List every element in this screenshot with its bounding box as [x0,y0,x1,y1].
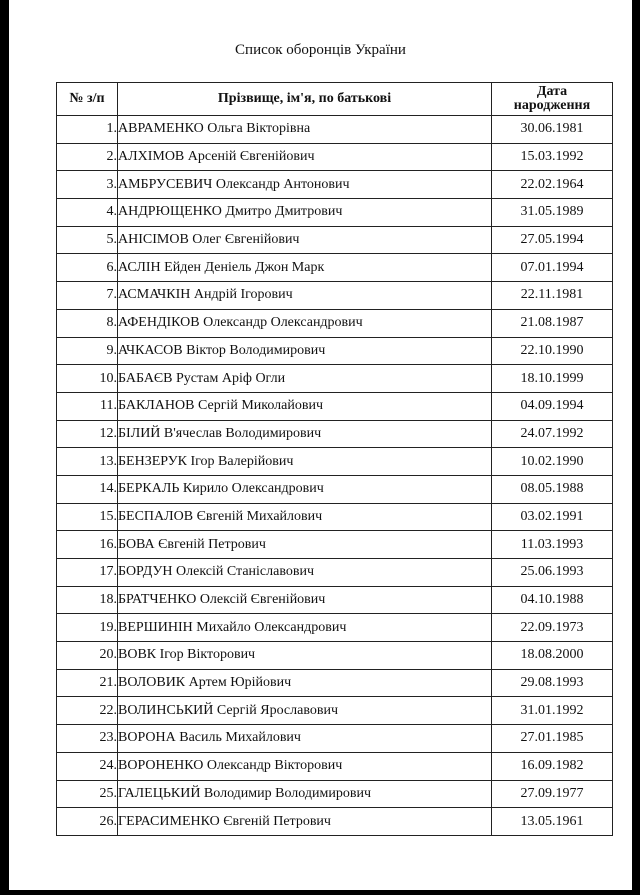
row-number: 15. [57,503,118,531]
row-number: 5. [57,226,118,254]
table-row [57,586,613,614]
header-number: № з/п [57,83,118,116]
row-number: 17. [57,559,118,587]
table-row [57,282,613,310]
document-title: Список оборонців України [235,42,406,58]
table-row [57,503,613,531]
row-birth-date: 24.07.1992 [492,420,613,448]
row-birth-date: 22.09.1973 [492,614,613,642]
table-row [57,116,613,144]
row-full-name: ГАЛЕЦЬКИЙ Володимир Володимирович [118,780,492,808]
row-birth-date: 04.10.1988 [492,586,613,614]
row-number: 11. [57,392,118,420]
row-number: 18. [57,586,118,614]
row-full-name: ВЕРШИНІН Михайло Олександрович [118,614,492,642]
row-number: 19. [57,614,118,642]
row-full-name: БОВА Євгеній Петрович [118,531,492,559]
row-full-name: АЧКАСОВ Віктор Володимирович [118,337,492,365]
row-number: 3. [57,171,118,199]
table-row [57,808,613,836]
row-full-name: АФЕНДІКОВ Олександр Олександрович [118,309,492,337]
row-number: 26. [57,808,118,836]
row-number: 14. [57,475,118,503]
header-birth-date [492,83,613,116]
table-row [57,365,613,393]
row-birth-date: 15.03.1992 [492,143,613,171]
row-full-name: БЕНЗЕРУК Ігор Валерійович [118,448,492,476]
row-birth-date: 13.05.1961 [492,808,613,836]
row-full-name: ВОРОНА Василь Михайлович [118,725,492,753]
table-row [57,752,613,780]
row-full-name: БЕРКАЛЬ Кирило Олександрович [118,475,492,503]
table-row [57,226,613,254]
table-row [57,420,613,448]
row-full-name: АМБРУСЕВИЧ Олександр Антонович [118,171,492,199]
header-name: Прізвище, ім'я, по батькові [118,83,492,116]
row-full-name: ВОРОНЕНКО Олександр Вікторович [118,752,492,780]
row-birth-date: 22.02.1964 [492,171,613,199]
table-row [57,143,613,171]
row-birth-date: 10.02.1990 [492,448,613,476]
row-birth-date: 18.10.1999 [492,365,613,393]
row-birth-date: 27.09.1977 [492,780,613,808]
row-full-name: БАБАЄВ Рустам Аріф Огли [118,365,492,393]
row-number: 25. [57,780,118,808]
row-number: 6. [57,254,118,282]
row-number: 13. [57,448,118,476]
row-birth-date: 31.05.1989 [492,199,613,227]
table-row [57,171,613,199]
row-full-name: БІЛИЙ В'ячеслав Володимирович [118,420,492,448]
table-row [57,725,613,753]
table-row [57,642,613,670]
row-birth-date: 31.01.1992 [492,697,613,725]
table-header-row [57,83,613,116]
header-birth-date-line1: Дата [536,84,568,99]
document-page [9,0,632,890]
row-number: 16. [57,531,118,559]
row-number: 12. [57,420,118,448]
row-number: 8. [57,309,118,337]
table-row [57,780,613,808]
table-row [57,309,613,337]
row-birth-date: 25.06.1993 [492,559,613,587]
row-birth-date: 27.01.1985 [492,725,613,753]
row-full-name: БАКЛАНОВ Сергій Миколайович [118,392,492,420]
row-birth-date: 08.05.1988 [492,475,613,503]
row-birth-date: 03.02.1991 [492,503,613,531]
table-row [57,199,613,227]
row-birth-date: 21.08.1987 [492,309,613,337]
row-number: 23. [57,725,118,753]
row-birth-date: 04.09.1994 [492,392,613,420]
row-number: 24. [57,752,118,780]
row-birth-date: 16.09.1982 [492,752,613,780]
row-birth-date: 07.01.1994 [492,254,613,282]
table-row [57,392,613,420]
row-number: 10. [57,365,118,393]
row-full-name: БЕСПАЛОВ Євгеній Михайлович [118,503,492,531]
table-row [57,614,613,642]
row-number: 2. [57,143,118,171]
table-row [57,254,613,282]
row-full-name: БОРДУН Олексій Станіславович [118,559,492,587]
row-full-name: АЛХІМОВ Арсеній Євгенійович [118,143,492,171]
table-row [57,669,613,697]
row-birth-date: 29.08.1993 [492,669,613,697]
row-full-name: ГЕРАСИМЕНКО Євгеній Петрович [118,808,492,836]
row-number: 4. [57,199,118,227]
row-birth-date: 18.08.2000 [492,642,613,670]
row-birth-date: 30.06.1981 [492,116,613,144]
row-full-name: ВОВК Ігор Вікторович [118,642,492,670]
row-number: 7. [57,282,118,310]
row-full-name: БРАТЧЕНКО Олексій Євгенійович [118,586,492,614]
row-birth-date: 27.05.1994 [492,226,613,254]
table-row [57,697,613,725]
row-full-name: АСЛІН Ейден Деніель Джон Марк [118,254,492,282]
row-full-name: АВРАМЕНКО Ольга Вікторівна [118,116,492,144]
row-birth-date: 22.10.1990 [492,337,613,365]
row-birth-date: 11.03.1993 [492,531,613,559]
table-row [57,559,613,587]
row-full-name: АНІСІМОВ Олег Євгенійович [118,226,492,254]
row-full-name: АНДРЮЩЕНКО Дмитро Дмитрович [118,199,492,227]
row-number: 9. [57,337,118,365]
header-birth-date-line2: народження [513,98,591,113]
defenders-table [56,82,613,836]
row-number: 20. [57,642,118,670]
row-number: 1. [57,116,118,144]
row-number: 22. [57,697,118,725]
row-full-name: ВОЛИНСЬКИЙ Сергій Ярославович [118,697,492,725]
table-body [57,116,613,836]
row-full-name: ВОЛОВИК Артем Юрійович [118,669,492,697]
table-row [57,475,613,503]
table-row [57,337,613,365]
row-full-name: АСМАЧКІН Андрій Ігорович [118,282,492,310]
table-row [57,448,613,476]
table-row [57,531,613,559]
row-birth-date: 22.11.1981 [492,282,613,310]
row-number: 21. [57,669,118,697]
